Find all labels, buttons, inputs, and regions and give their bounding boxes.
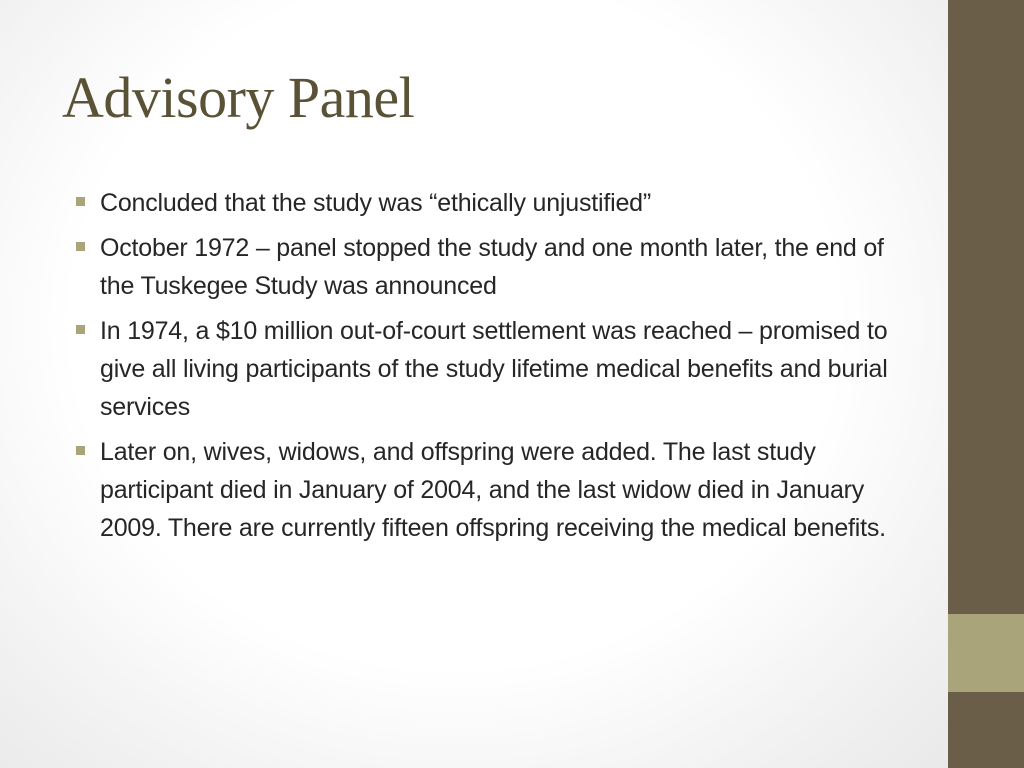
bullet-item — [76, 184, 896, 222]
square-bullet-icon — [76, 446, 85, 455]
bullet-item — [76, 433, 896, 547]
slide-title: Advisory Panel — [62, 65, 415, 130]
bullet-list — [76, 184, 896, 554]
square-bullet-icon — [76, 197, 85, 206]
bullet-item — [76, 229, 896, 305]
sidebar-accent-block — [948, 614, 1024, 692]
bullet-text: October 1972 – panel stopped the study and one month later, the end of the Tuskegee Study was announced — [100, 234, 884, 300]
square-bullet-icon — [76, 325, 85, 334]
bullet-text: In 1974, a $10 million out-of-court settlement was reached – promised to give all living participants of the study lifetime medical benefits and burial services — [100, 317, 888, 421]
bullet-text: Later on, wives, widows, and offspring were added. The last study participant died in January of 2004, and the last widow died in January 2009. There are currently fifteen offspring receiving the medical benefits. — [100, 438, 886, 542]
square-bullet-icon — [76, 242, 85, 251]
bullet-text: Concluded that the study was “ethically unjustified” — [100, 189, 652, 217]
bullet-item — [76, 312, 896, 426]
